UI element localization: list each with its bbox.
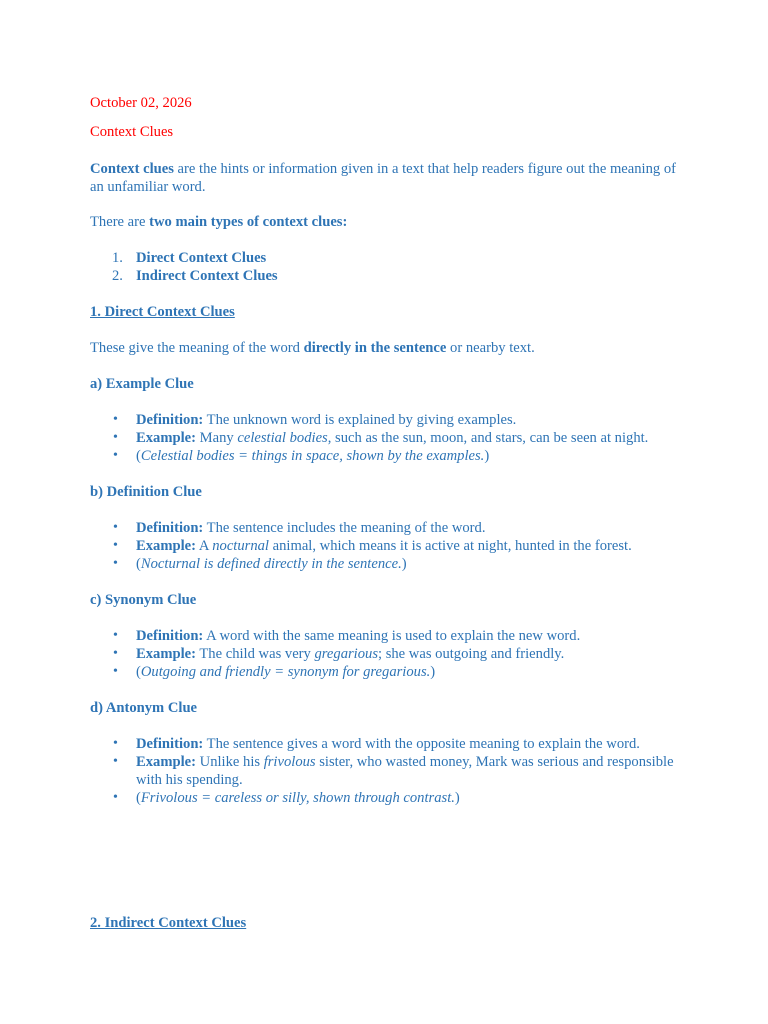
- clue-list-synonym: [90, 627, 680, 681]
- note-text: Nocturnal is defined directly in the sentence.: [140, 556, 402, 572]
- note-open: (: [136, 448, 141, 464]
- definition-label: Definition:: [136, 412, 204, 428]
- example-pre: A: [196, 538, 213, 554]
- note-open: (: [136, 790, 141, 806]
- definition-label: Definition:: [136, 628, 204, 644]
- types-intro-paragraph: [90, 213, 680, 231]
- note-text: Frivolous = careless or silly, shown through contrast.: [140, 790, 455, 806]
- section-lead-bold: directly in the sentence: [303, 340, 447, 356]
- list-item: [90, 663, 680, 681]
- types-intro-prefix: There are: [90, 214, 150, 230]
- clue-list-definition: [90, 519, 680, 573]
- note-close: ): [401, 556, 407, 572]
- list-item: [90, 249, 680, 267]
- intro-text: are the hints or information given in a text that help readers figure out the meaning of an unfamiliar word.: [90, 161, 677, 195]
- example-label: Example:: [136, 430, 196, 446]
- section-lead-paragraph: [90, 339, 680, 357]
- definition-text: The unknown word is explained by giving examples.: [203, 412, 517, 428]
- example-post: ; she was outgoing and friendly.: [378, 646, 565, 662]
- section-heading-indirect: 2. Indirect Context Clues: [90, 915, 247, 931]
- bullet-icon: •: [113, 412, 118, 427]
- example-pre: Unlike his: [196, 754, 264, 770]
- list-item: [90, 411, 680, 429]
- section-lead-suffix: or nearby text.: [446, 340, 535, 356]
- note-text: Outgoing and friendly = synonym for gregarious.: [140, 664, 431, 680]
- note-open: (: [136, 556, 141, 572]
- types-intro-bold: two main types of context clues:: [149, 214, 348, 230]
- example-label: Example:: [136, 538, 196, 554]
- list-item: [90, 789, 680, 807]
- list-item: [90, 519, 680, 537]
- list-item: [90, 753, 680, 789]
- example-label: Example:: [136, 754, 196, 770]
- example-word: frivolous: [263, 754, 316, 770]
- clue-heading-definition: b) Definition Clue: [90, 484, 202, 500]
- bullet-icon: •: [113, 790, 118, 805]
- example-label: Example:: [136, 646, 196, 662]
- note-close: ): [484, 448, 490, 464]
- intro-paragraph: [90, 160, 680, 196]
- clue-list-antonym: [90, 735, 680, 807]
- note-close: ): [430, 664, 436, 680]
- clue-list-example: [90, 411, 680, 465]
- section-lead-prefix: These give the meaning of the word: [90, 340, 304, 356]
- definition-label: Definition:: [136, 520, 204, 536]
- definition-text: The sentence gives a word with the opposite meaning to explain the word.: [203, 736, 640, 752]
- example-word: nocturnal: [212, 538, 269, 554]
- bullet-icon: •: [113, 664, 118, 679]
- example-post: , such as the sun, moon, and stars, can be seen at night.: [327, 430, 649, 446]
- bullet-icon: •: [113, 628, 118, 643]
- list-item: [90, 627, 680, 645]
- types-list: [90, 249, 680, 285]
- document-date: October 02, 2026: [90, 95, 192, 111]
- example-post: sister, who wasted money, Mark was serious and responsible with his spending.: [136, 754, 674, 788]
- bullet-icon: •: [113, 646, 118, 661]
- definition-text: A word with the same meaning is used to explain the new word.: [203, 628, 581, 644]
- document-page: [90, 94, 680, 950]
- list-item: [90, 429, 680, 447]
- note-text: Celestial bodies = things in space, shown by the examples.: [140, 448, 485, 464]
- list-item-label: Direct Context Clues: [136, 250, 267, 266]
- intro-term: Context clues: [90, 161, 174, 177]
- example-pre: The child was very: [196, 646, 315, 662]
- clue-heading-synonym: c) Synonym Clue: [90, 592, 197, 608]
- example-word: gregarious: [314, 646, 378, 662]
- definition-text: The sentence includes the meaning of the word.: [203, 520, 486, 536]
- clue-heading-example: a) Example Clue: [90, 376, 194, 392]
- list-item: [90, 735, 680, 753]
- definition-label: Definition:: [136, 736, 204, 752]
- list-number: 2.: [112, 268, 123, 284]
- list-item: [90, 267, 680, 285]
- example-post: animal, which means it is active at night, hunted in the forest.: [269, 538, 632, 554]
- list-item: [90, 645, 680, 663]
- example-pre: Many: [196, 430, 238, 446]
- list-item: [90, 555, 680, 573]
- list-item: [90, 447, 680, 465]
- bullet-icon: •: [113, 736, 118, 751]
- bullet-icon: •: [113, 556, 118, 571]
- section-heading-direct: 1. Direct Context Clues: [90, 304, 235, 320]
- document-title: Context Clues: [90, 124, 174, 140]
- bullet-icon: •: [113, 448, 118, 463]
- bullet-icon: •: [113, 538, 118, 553]
- bullet-icon: •: [113, 520, 118, 535]
- note-open: (: [136, 664, 141, 680]
- list-number: 1.: [112, 250, 123, 266]
- example-word: celestial bodies: [237, 430, 328, 446]
- blank-space: [90, 825, 680, 914]
- bullet-icon: •: [113, 754, 118, 769]
- note-close: ): [454, 790, 460, 806]
- clue-heading-antonym: d) Antonym Clue: [90, 700, 198, 716]
- list-item-label: Indirect Context Clues: [136, 268, 278, 284]
- list-item: [90, 537, 680, 555]
- bullet-icon: •: [113, 430, 118, 445]
